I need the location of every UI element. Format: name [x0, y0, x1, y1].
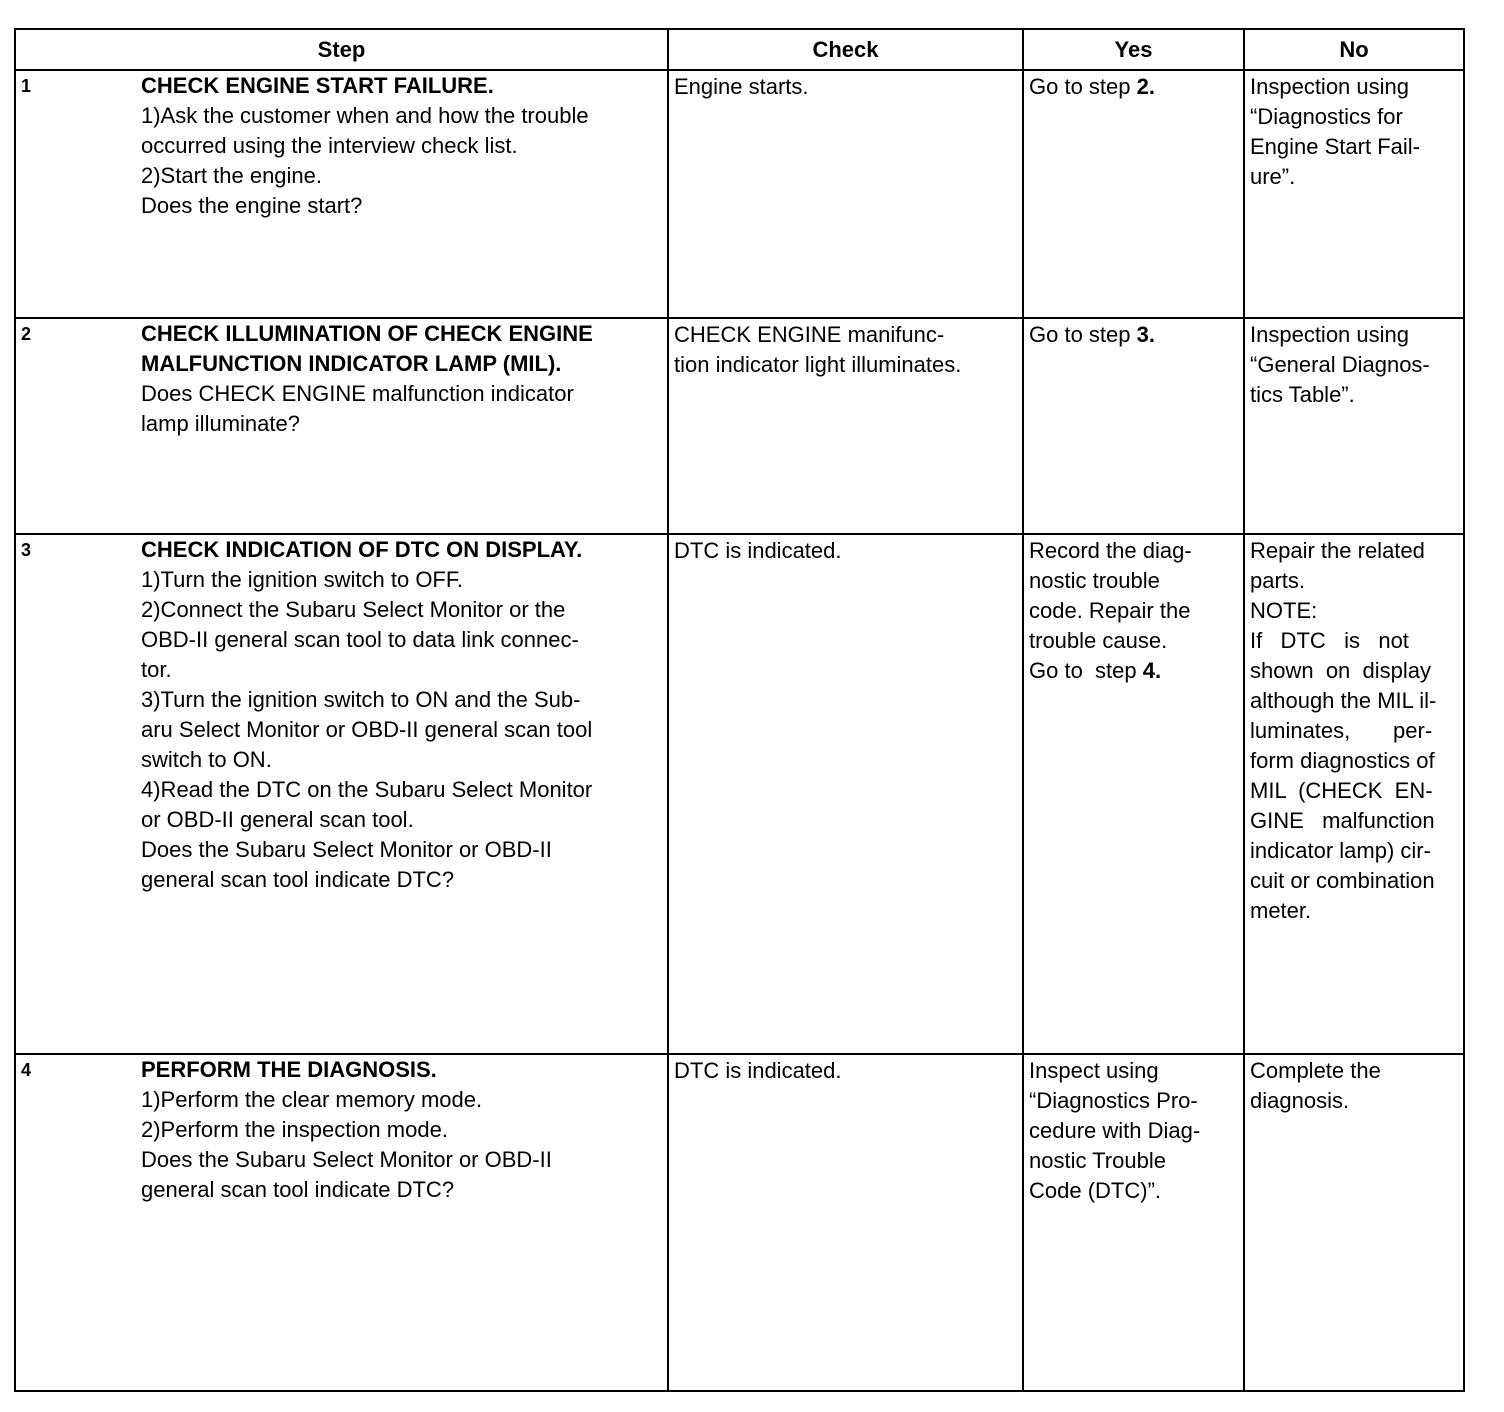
yes-cell — [1023, 534, 1244, 1054]
check-cell: DTC is indicated. — [668, 1054, 1023, 1391]
no-cell: Complete the diagnosis. — [1244, 1054, 1464, 1391]
step-cell — [15, 318, 668, 534]
yes-step-link: 2. — [1136, 74, 1155, 99]
yes-cell — [1023, 318, 1244, 534]
diagnostic-table — [14, 28, 1465, 1392]
step-body: Does CHECK ENGINE malfunction indicator lamp illuminate? — [141, 381, 574, 436]
step-title: CHECK ENGINE START FAILURE. — [141, 73, 494, 98]
step-title: PERFORM THE DIAGNOSIS. — [141, 1057, 437, 1082]
header-step: Step — [15, 29, 668, 70]
step-cell — [15, 1054, 668, 1391]
step-title: CHECK ILLUMINATION OF CHECK ENGINE MALFUNCTION INDICATOR LAMP (MIL). — [141, 321, 593, 376]
header-no: No — [1244, 29, 1464, 70]
table-row — [15, 318, 1464, 534]
yes-cell — [1023, 1054, 1244, 1391]
step-cell — [15, 534, 668, 1054]
step-body: 1)Perform the clear memory mode. 2)Perform the inspection mode. Does the Subaru Select Monitor or OBD-II general scan tool indicate DTC? — [141, 1087, 552, 1202]
step-number: 4 — [21, 1060, 32, 1080]
step-cell — [15, 70, 668, 318]
step-number: 3 — [21, 540, 32, 560]
table-row — [15, 70, 1464, 318]
yes-cell — [1023, 70, 1244, 318]
yes-step-link: 4. — [1142, 658, 1162, 683]
yes-text: Go to step — [1029, 322, 1137, 347]
no-cell: Inspection using “Diagnostics for Engine Start Fail- ure”. — [1244, 70, 1464, 318]
table-row — [15, 534, 1464, 1054]
check-cell: CHECK ENGINE manifunc- tion indicator light illuminates. — [668, 318, 1023, 534]
step-title: CHECK INDICATION OF DTC ON DISPLAY. — [141, 537, 583, 562]
check-cell: DTC is indicated. — [668, 534, 1023, 1054]
yes-step-link: 3. — [1136, 322, 1155, 347]
header-yes: Yes — [1023, 29, 1244, 70]
no-cell: Repair the related parts. NOTE: If DTC is not shown on display although the MIL il- luminates, per- form diagnostics of MIL (CHECK EN- GINE malfunction indicator lamp) cir- cuit or combination meter. — [1244, 534, 1464, 1054]
yes-text: Record the diag- nostic trouble code. Repair the trouble cause. Go to step — [1029, 538, 1192, 683]
yes-text: Inspect using “Diagnostics Pro- cedure with Diag- nostic Trouble Code (DTC)”. — [1029, 1058, 1201, 1203]
no-cell: Inspection using “General Diagnos- tics Table”. — [1244, 318, 1464, 534]
table-row — [15, 1054, 1464, 1391]
yes-text: Go to step — [1029, 74, 1137, 99]
step-body: 1)Turn the ignition switch to OFF. 2)Connect the Subaru Select Monitor or the OBD-II general scan tool to data link connec- tor. 3)Turn the ignition switch to ON and the Sub- aru Select Monitor or OBD-II general scan tool switch to ON. 4)Read the DTC on the Subaru Select Monitor or OBD-II general scan tool. Does the Subaru Select Monitor or OBD-II general scan tool indicate DTC? — [141, 567, 593, 892]
step-number: 2 — [21, 324, 32, 344]
header-row — [15, 29, 1464, 70]
check-cell: Engine starts. — [668, 70, 1023, 318]
header-check: Check — [668, 29, 1023, 70]
step-number: 1 — [21, 76, 32, 96]
step-body: 1)Ask the customer when and how the trouble occurred using the interview check list. 2)Start the engine. Does the engine start? — [141, 103, 589, 218]
